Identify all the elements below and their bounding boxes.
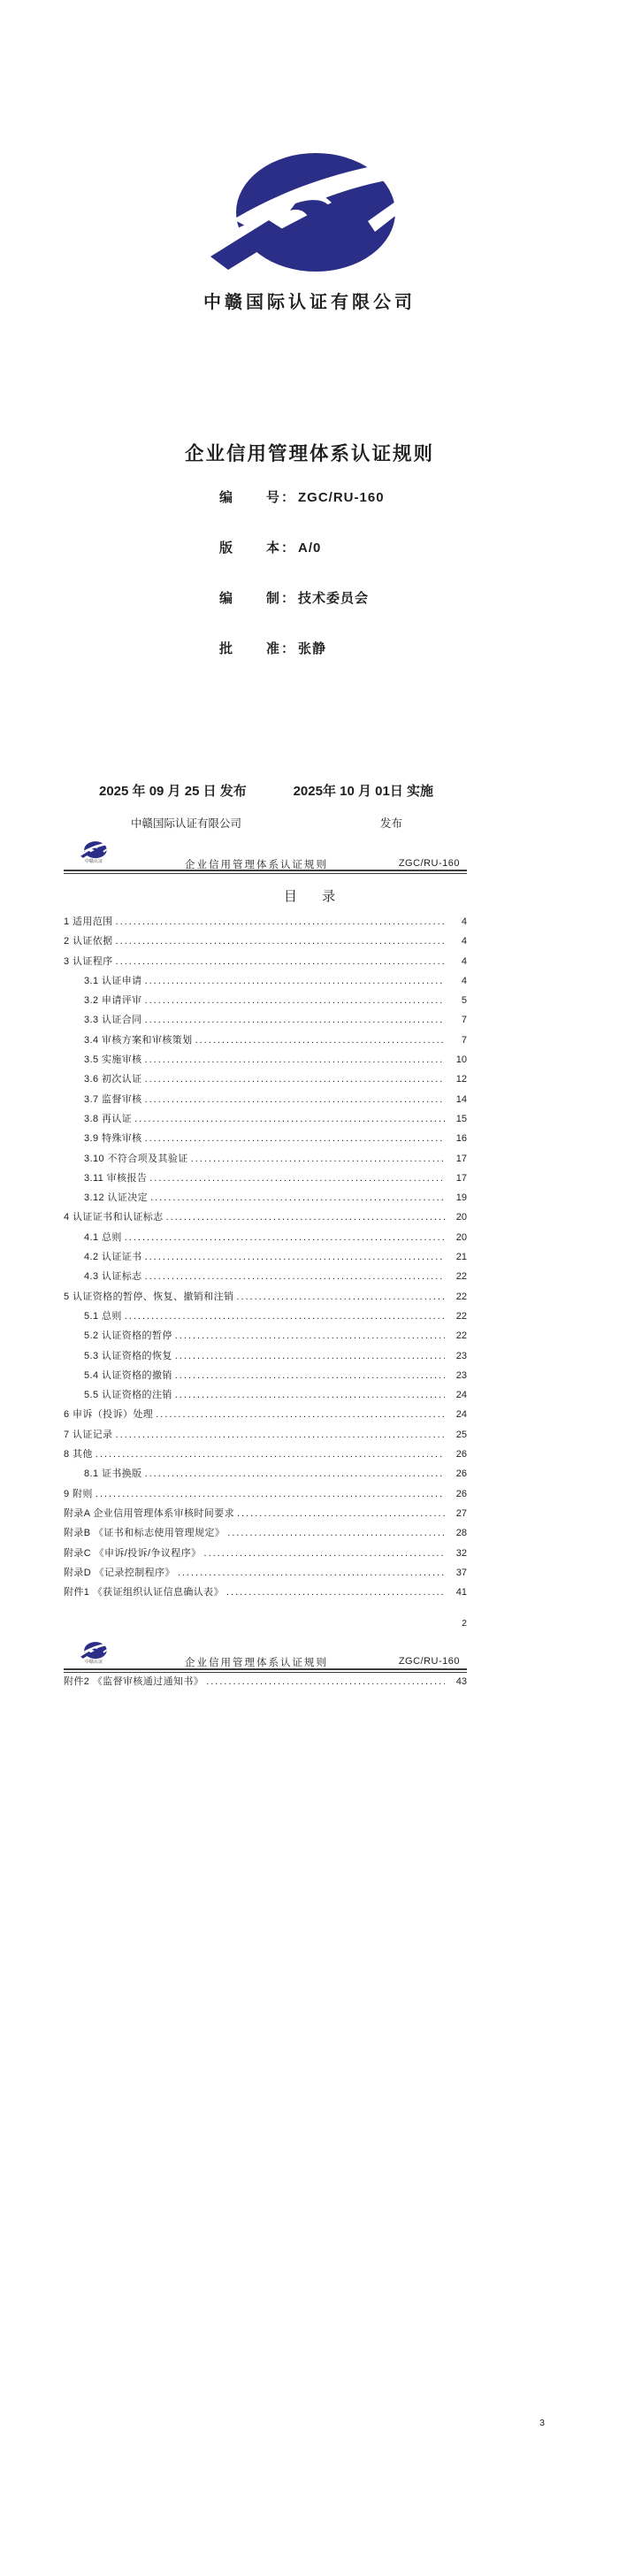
field-value: 技术委员会 xyxy=(298,591,370,606)
field-colon: ： xyxy=(281,591,295,606)
toc-leader-dots xyxy=(145,1090,445,1109)
toc-entry-text: 附录D 《记录控制程序》 xyxy=(64,1567,175,1578)
toc-leader-dots xyxy=(125,1307,445,1326)
toc-entry-text: 3.5 实施审核 xyxy=(84,1054,142,1066)
toc-leader-dots xyxy=(116,932,445,951)
toc-entry xyxy=(64,1247,467,1267)
toc-leader-dots xyxy=(96,1445,445,1464)
toc-leader-dots xyxy=(150,1188,445,1208)
toc-entry xyxy=(64,1366,467,1385)
toc-entry xyxy=(64,1031,467,1050)
toc-leader-dots xyxy=(145,1050,445,1070)
toc-entry-text: 5 认证资格的暂停、恢复、撤销和注销 xyxy=(64,1291,234,1302)
toc-entry xyxy=(64,1188,467,1208)
header-doc-code: ZGC/RU-160 xyxy=(398,1656,460,1667)
cover-field xyxy=(219,639,467,658)
field-label xyxy=(219,538,279,556)
toc-entry-page: 16 xyxy=(455,1133,467,1145)
toc-leader-dots xyxy=(96,1484,445,1504)
toc-entry xyxy=(64,1425,467,1445)
field-label-char: 制 xyxy=(265,591,279,606)
toc-entry-page: 19 xyxy=(455,1192,467,1204)
field-value: 张静 xyxy=(298,641,327,656)
toc-entry-text: 3.7 监督审核 xyxy=(84,1093,142,1105)
toc-leader-dots xyxy=(149,1169,445,1188)
toc-entry-page: 17 xyxy=(455,1172,467,1184)
toc-leader-dots xyxy=(237,1504,445,1523)
toc-entry-text: 4.2 认证证书 xyxy=(84,1252,142,1263)
toc-entry-page: 28 xyxy=(455,1528,467,1539)
toc-leader-dots xyxy=(226,1583,445,1602)
toc-entry-page: 17 xyxy=(455,1153,467,1164)
header-logo-caption: 中赣认证 xyxy=(84,1660,103,1665)
field-label-char: 准 xyxy=(265,641,279,656)
toc-leader-dots xyxy=(116,952,445,971)
toc-leader-dots xyxy=(195,1031,445,1050)
toc-entry xyxy=(64,932,467,951)
toc-entry-page: 26 xyxy=(455,1449,467,1460)
toc-entry xyxy=(64,1583,467,1602)
release-date: 2025 年 09 月 25 日 发布 xyxy=(99,784,247,799)
toc-list xyxy=(64,912,467,1602)
toc-entry-page: 26 xyxy=(455,1488,467,1499)
toc-entry-text: 1 适用范围 xyxy=(64,916,113,927)
toc-entry-page: 23 xyxy=(455,1350,467,1361)
toc-entry-page: 32 xyxy=(455,1547,467,1559)
toc-entry-page: 20 xyxy=(455,1212,467,1223)
toc-entry-page: 21 xyxy=(455,1252,467,1263)
toc-entry xyxy=(64,1346,467,1366)
toc-entry-text: 5.4 认证资格的撤销 xyxy=(84,1369,172,1381)
toc-entry-text: 附录B 《证书和标志使用管理规定》 xyxy=(64,1528,225,1539)
toc-entry xyxy=(64,1385,467,1405)
toc-leader-dots xyxy=(204,1544,445,1563)
toc-leader-dots xyxy=(145,1247,445,1267)
toc-entry-page: 24 xyxy=(455,1390,467,1401)
cover-field xyxy=(219,487,467,507)
header-rule xyxy=(64,870,467,874)
field-label-char: 版 xyxy=(219,540,233,556)
toc-entry-text: 4.1 总则 xyxy=(84,1231,122,1243)
date-row xyxy=(99,781,433,800)
toc-entry xyxy=(64,1070,467,1089)
field-value: A/0 xyxy=(298,540,322,556)
page-number-2: 2 xyxy=(462,1618,467,1629)
toc-entry-text: 5.2 认证资格的暂停 xyxy=(84,1330,172,1342)
toc-entry xyxy=(64,1563,467,1583)
toc-leader-dots xyxy=(145,1010,445,1030)
toc-entry-page: 14 xyxy=(455,1093,467,1105)
toc-entry-page: 22 xyxy=(455,1271,467,1283)
footer-publish: 发布 xyxy=(379,817,402,830)
toc-entry xyxy=(64,1445,467,1464)
company-logo-icon xyxy=(210,152,396,277)
toc-entry-text: 3.2 申请评审 xyxy=(84,995,142,1007)
toc-entry xyxy=(64,912,467,932)
toc-entry xyxy=(64,1149,467,1169)
toc-entry-page: 25 xyxy=(455,1429,467,1440)
toc-leader-dots xyxy=(145,1464,445,1484)
toc-entry xyxy=(64,1307,467,1326)
toc-entry xyxy=(64,1287,467,1307)
field-label-char: 批 xyxy=(219,641,233,656)
toc-entry xyxy=(64,1228,467,1247)
toc-entry-page: 7 xyxy=(461,1015,467,1026)
toc-entry xyxy=(64,1050,467,1070)
toc-leader-dots xyxy=(125,1228,445,1247)
toc-entry-page: 26 xyxy=(455,1468,467,1480)
toc-entry xyxy=(64,1208,467,1227)
toc-leader-dots xyxy=(145,971,445,991)
toc-entry xyxy=(64,1504,467,1523)
toc-entry xyxy=(64,1267,467,1286)
toc-entry-text: 3.8 再认证 xyxy=(84,1113,133,1124)
toc-entry-text: 3.10 不符合项及其验证 xyxy=(84,1153,188,1164)
toc-entry-page: 22 xyxy=(455,1330,467,1342)
toc-entry-page: 4 xyxy=(461,975,467,986)
toc-list-continued xyxy=(64,1672,467,1691)
toc-leader-dots xyxy=(116,912,445,932)
field-label-char: 编 xyxy=(219,591,233,606)
toc-leader-dots xyxy=(145,1070,445,1089)
toc-entry xyxy=(64,1129,467,1148)
toc-entry-text: 7 认证记录 xyxy=(64,1429,113,1440)
field-label-char: 编 xyxy=(219,490,233,505)
header-logo-caption: 中赣认证 xyxy=(84,859,103,864)
toc-entry xyxy=(64,1464,467,1484)
toc-entry-text: 6 申诉（投诉）处理 xyxy=(64,1409,154,1421)
toc-entry-text: 4.3 认证标志 xyxy=(84,1271,142,1283)
toc-entry-text: 3.11 审核报告 xyxy=(84,1172,148,1184)
toc-leader-dots xyxy=(175,1326,445,1346)
field-label xyxy=(219,588,279,607)
toc-entry-page: 4 xyxy=(461,936,467,947)
toc-entry xyxy=(64,971,467,991)
header-doc-title: 企业信用管理体系认证规则 xyxy=(185,860,328,870)
toc-entry xyxy=(64,1523,467,1543)
cover-fields xyxy=(219,487,467,689)
toc-entry xyxy=(64,1090,467,1109)
toc-leader-dots xyxy=(206,1672,445,1691)
toc-entry-text: 3.3 认证合同 xyxy=(84,1015,142,1026)
toc-entry-page: 22 xyxy=(455,1291,467,1302)
toc-leader-dots xyxy=(156,1405,445,1424)
toc-entry-page: 37 xyxy=(455,1567,467,1578)
toc-entry-text: 8.1 证书换版 xyxy=(84,1468,142,1480)
field-label xyxy=(219,639,279,657)
header-doc-code: ZGC/RU-160 xyxy=(398,858,460,869)
company-name: 中赣国际认证有限公司 xyxy=(203,293,416,312)
toc-entry-page: 41 xyxy=(455,1587,467,1598)
toc-leader-dots xyxy=(145,991,445,1010)
toc-entry-text: 5.3 认证资格的恢复 xyxy=(84,1350,172,1361)
toc-entry-page: 12 xyxy=(455,1074,467,1085)
toc-entry-page: 24 xyxy=(455,1409,467,1421)
toc-entry-text: 3.12 认证决定 xyxy=(84,1192,149,1204)
toc-entry-page: 4 xyxy=(461,955,467,967)
toc-entry-text: 5.1 总则 xyxy=(84,1310,122,1322)
footer-company: 中赣国际认证有限公司 xyxy=(131,817,242,830)
toc-leader-dots xyxy=(175,1385,445,1405)
field-colon: ： xyxy=(281,641,295,656)
toc-entry-page: 5 xyxy=(461,995,467,1007)
toc-leader-dots xyxy=(145,1267,445,1286)
toc-entry-page: 15 xyxy=(455,1113,467,1124)
toc-entry xyxy=(64,1169,467,1188)
toc-leader-dots xyxy=(236,1287,445,1307)
field-colon: ： xyxy=(281,540,295,556)
toc-entry-page: 4 xyxy=(461,916,467,927)
page-number-3: 3 xyxy=(539,2418,545,2428)
toc-entry-text: 附件1 《获证组织认证信息确认表》 xyxy=(64,1587,224,1598)
toc-entry-text: 附录A 企业信用管理体系审核时间要求 xyxy=(64,1507,234,1519)
toc-entry xyxy=(64,952,467,971)
toc-entry xyxy=(64,991,467,1010)
toc-entry-text: 3.9 特殊审核 xyxy=(84,1133,142,1145)
field-label-char: 本 xyxy=(265,540,279,556)
toc-entry-text: 3.1 认证申请 xyxy=(84,975,142,986)
cover-footer xyxy=(131,815,402,831)
toc-entry-page: 10 xyxy=(455,1054,467,1066)
toc-entry-page: 23 xyxy=(455,1369,467,1381)
field-label-char: 号 xyxy=(265,490,279,505)
toc-leader-dots xyxy=(116,1425,445,1445)
toc-entry xyxy=(64,1010,467,1030)
toc-title: 目 录 xyxy=(283,889,347,904)
toc-entry-page: 22 xyxy=(455,1310,467,1322)
toc-entry xyxy=(64,1326,467,1346)
toc-leader-dots xyxy=(145,1129,445,1148)
toc-entry-text: 3 认证程序 xyxy=(64,955,113,967)
toc-leader-dots xyxy=(175,1346,445,1366)
field-label xyxy=(219,487,279,506)
field-colon: ： xyxy=(281,490,295,505)
cover-field xyxy=(219,538,467,557)
toc-entry-text: 5.5 认证资格的注销 xyxy=(84,1390,172,1401)
header-doc-title: 企业信用管理体系认证规则 xyxy=(185,1658,328,1668)
toc-entry-page: 27 xyxy=(455,1507,467,1519)
toc-entry xyxy=(64,1484,467,1504)
implement-date: 2025年 10 月 01日 实施 xyxy=(293,784,433,799)
cover-field xyxy=(219,588,467,608)
toc-leader-dots xyxy=(178,1563,445,1583)
toc-leader-dots xyxy=(175,1366,445,1385)
field-value: ZGC/RU-160 xyxy=(298,490,385,505)
toc-entry xyxy=(64,1672,467,1691)
toc-entry xyxy=(64,1109,467,1129)
toc-entry-text: 3.6 初次认证 xyxy=(84,1074,142,1085)
toc-entry-text: 附件2 《监督审核通过通知书》 xyxy=(64,1676,204,1687)
toc-leader-dots xyxy=(134,1109,445,1129)
document-title: 企业信用管理体系认证规则 xyxy=(184,443,434,464)
toc-entry-text: 4 认证证书和认证标志 xyxy=(64,1212,164,1223)
toc-entry-text: 附录C 《申诉/投诉/争议程序》 xyxy=(64,1547,202,1559)
toc-leader-dots xyxy=(191,1149,445,1169)
toc-entry-text: 8 其他 xyxy=(64,1449,93,1460)
toc-entry xyxy=(64,1405,467,1424)
toc-entry-page: 20 xyxy=(455,1231,467,1243)
toc-leader-dots xyxy=(166,1208,445,1227)
toc-entry-text: 2 认证依据 xyxy=(64,936,113,947)
toc-entry-page: 43 xyxy=(455,1676,467,1687)
toc-entry-text: 3.4 审核方案和审核策划 xyxy=(84,1034,193,1046)
toc-entry-page: 7 xyxy=(461,1034,467,1046)
toc-leader-dots xyxy=(227,1523,445,1543)
toc-entry xyxy=(64,1544,467,1563)
toc-entry-text: 9 附则 xyxy=(64,1488,93,1499)
